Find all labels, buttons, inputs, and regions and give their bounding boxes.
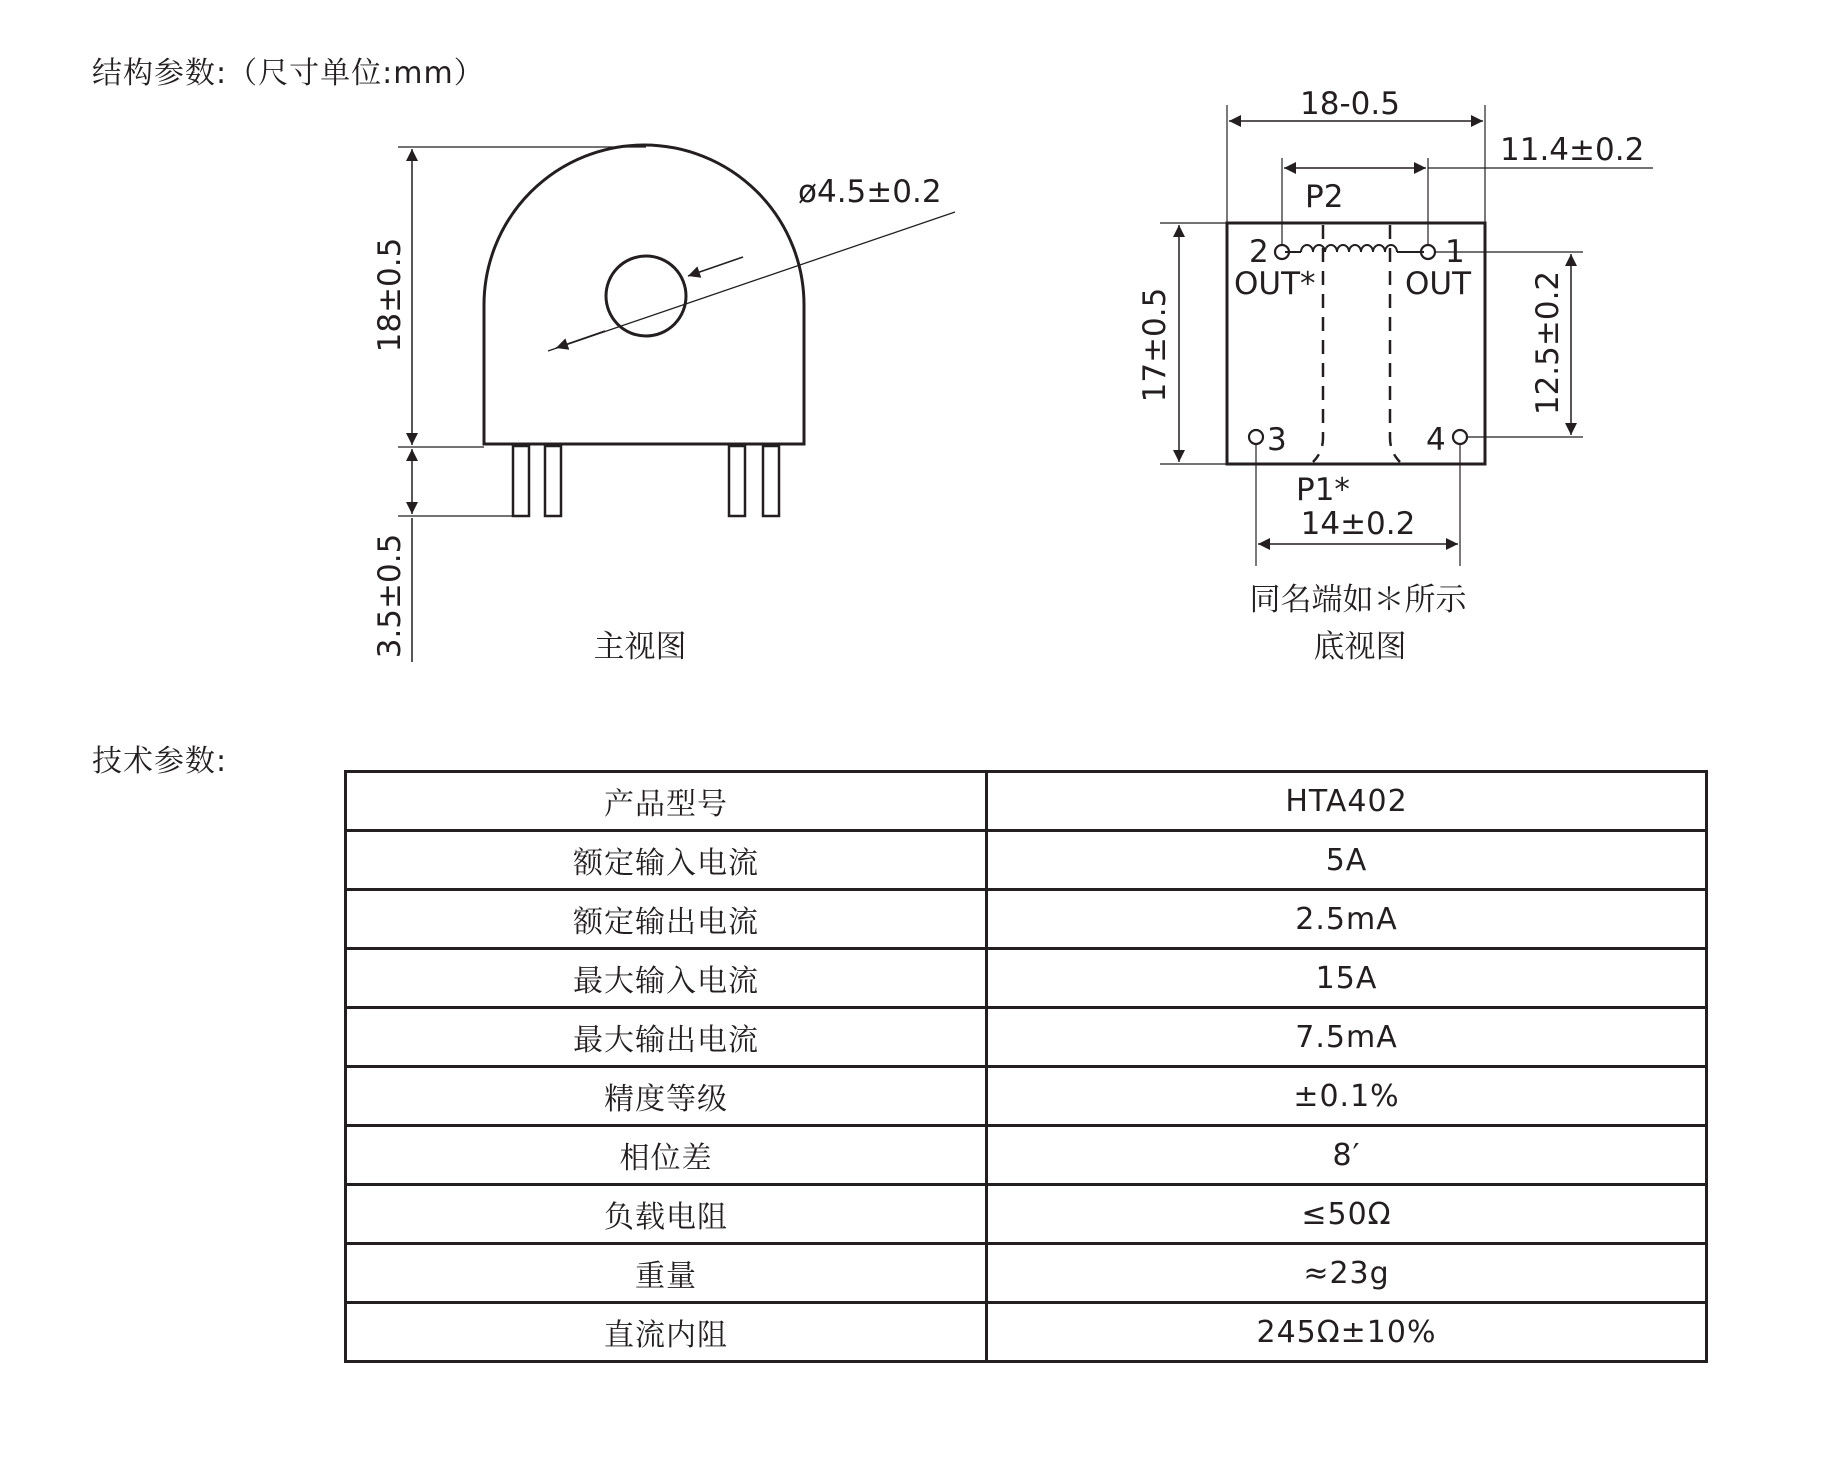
pin4-label: 4 xyxy=(1426,422,1446,458)
front-pin xyxy=(729,446,745,516)
spec-label: 产品型号 xyxy=(346,772,987,831)
spec-value: HTA402 xyxy=(987,772,1707,831)
table-row xyxy=(346,1067,1707,1126)
spec-value: 7.5mA xyxy=(987,1008,1707,1067)
front-pin xyxy=(763,446,779,516)
front-height-label: 18±0.5 xyxy=(372,237,408,353)
table-row xyxy=(346,890,1707,949)
inner-channel-dashed xyxy=(1390,225,1400,462)
table-row xyxy=(346,1126,1707,1185)
out-right-label: OUT xyxy=(1405,266,1472,302)
front-body-outline xyxy=(484,145,804,444)
front-view-caption: 主视图 xyxy=(593,629,687,665)
table-row xyxy=(346,949,1707,1008)
spec-label: 最大输出电流 xyxy=(346,1008,987,1067)
p2-label: P2 xyxy=(1305,179,1344,215)
spec-value: 8′ xyxy=(987,1126,1707,1185)
out-left-label: OUT* xyxy=(1234,266,1316,302)
pin2-label: 2 xyxy=(1249,234,1269,270)
bottom-width-label: 18-0.5 xyxy=(1300,86,1400,122)
structure-heading: 结构参数:（尺寸单位:mm） xyxy=(92,56,485,91)
pin3-label: 3 xyxy=(1267,422,1287,458)
table-row xyxy=(346,1008,1707,1067)
spec-table xyxy=(344,770,1708,1363)
same-name-terminal-note: 同名端如＊所示 xyxy=(1249,582,1467,618)
coil-winding-icon xyxy=(1301,245,1397,252)
spec-label: 精度等级 xyxy=(346,1067,987,1126)
spec-label: 额定输出电流 xyxy=(346,890,987,949)
bottom-height-label: 17±0.5 xyxy=(1137,287,1173,403)
bottom-view xyxy=(1160,105,1653,566)
technical-heading: 技术参数: xyxy=(92,744,228,779)
front-pin xyxy=(513,446,529,516)
pin-vertical-label: 12.5±0.2 xyxy=(1530,270,1566,416)
spec-value: 245Ω±10% xyxy=(987,1303,1707,1362)
table-row xyxy=(346,1244,1707,1303)
inner-channel-dashed xyxy=(1313,225,1323,462)
table-row xyxy=(346,1303,1707,1362)
spec-label: 额定输入电流 xyxy=(346,831,987,890)
spec-value: ≈23g xyxy=(987,1244,1707,1303)
spec-value: ±0.1% xyxy=(987,1067,1707,1126)
hole-diameter-label: ø4.5±0.2 xyxy=(798,174,942,210)
spec-value: 15A xyxy=(987,949,1707,1008)
front-view xyxy=(398,145,955,662)
bottom-view-caption: 底视图 xyxy=(1313,629,1407,665)
spec-value: ≤50Ω xyxy=(987,1185,1707,1244)
spec-label: 重量 xyxy=(346,1244,987,1303)
front-pin xyxy=(545,446,561,516)
front-view-labels xyxy=(372,174,942,665)
table-row xyxy=(346,1185,1707,1244)
spec-label: 最大输入电流 xyxy=(346,949,987,1008)
front-center-hole xyxy=(606,256,686,336)
pin4-circle xyxy=(1453,430,1467,444)
front-pin-length-label: 3.5±0.5 xyxy=(372,533,408,659)
spec-label: 直流内阻 xyxy=(346,1303,987,1362)
spec-label: 负载电阻 xyxy=(346,1185,987,1244)
spec-label: 相位差 xyxy=(346,1126,987,1185)
table-row xyxy=(346,772,1707,831)
spec-value: 2.5mA xyxy=(987,890,1707,949)
p1-label: P1* xyxy=(1296,472,1350,508)
pin-span-label: 11.4±0.2 xyxy=(1500,132,1645,168)
bottom-span-label: 14±0.2 xyxy=(1300,506,1416,542)
technical-drawings xyxy=(0,0,1823,720)
pin3-circle xyxy=(1249,430,1263,444)
spec-value: 5A xyxy=(987,831,1707,890)
pin1-label: 1 xyxy=(1445,234,1465,270)
table-row xyxy=(346,831,1707,890)
